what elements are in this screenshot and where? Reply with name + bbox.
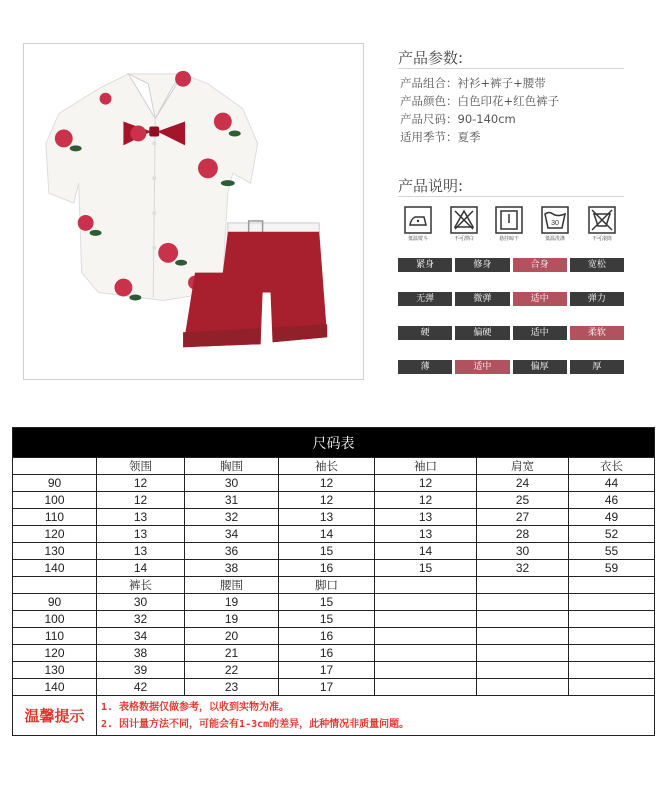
table-cell xyxy=(375,628,477,645)
table-cell: 21 xyxy=(185,645,279,662)
table-header-cell: 腰围 xyxy=(185,577,279,594)
table-header-cell: 领围 xyxy=(97,458,185,475)
table-row xyxy=(13,594,655,611)
table-cell: 38 xyxy=(97,645,185,662)
table-cell: 13 xyxy=(97,509,185,526)
table-header-cell: 袖长 xyxy=(279,458,375,475)
thickness-scale xyxy=(398,360,624,374)
softness-option: 硬 xyxy=(398,326,452,340)
softness-scale xyxy=(398,326,624,340)
svg-text:30: 30 xyxy=(551,220,559,227)
table-cell xyxy=(569,645,655,662)
table-cell: 120 xyxy=(13,526,97,543)
table-cell xyxy=(477,679,569,696)
param-season: 适用季节：夏季 xyxy=(400,130,481,144)
table-cell xyxy=(375,611,477,628)
stretch-option: 无弹 xyxy=(398,292,452,306)
table-cell: 130 xyxy=(13,543,97,560)
table-cell: 140 xyxy=(13,560,97,577)
table-row xyxy=(13,628,655,645)
table-cell: 14 xyxy=(375,543,477,560)
table-row xyxy=(13,560,655,577)
table-cell: 59 xyxy=(569,560,655,577)
table-cell: 32 xyxy=(477,560,569,577)
table-cell: 12 xyxy=(375,475,477,492)
table-cell: 16 xyxy=(279,628,375,645)
thickness-option-selected: 适中 xyxy=(455,360,509,374)
table-cell: 19 xyxy=(185,611,279,628)
outfit-illustration xyxy=(24,44,363,379)
table-header-cell: 胸围 xyxy=(185,458,279,475)
table-cell xyxy=(375,679,477,696)
fit-scale xyxy=(398,258,624,272)
table-cell: 16 xyxy=(279,645,375,662)
table-cell: 13 xyxy=(97,526,185,543)
thickness-option: 薄 xyxy=(398,360,452,374)
softness-option: 适中 xyxy=(513,326,567,340)
table-cell: 12 xyxy=(375,492,477,509)
tip-note: 1. 表格数据仅做参考，以收到实物为准。 xyxy=(101,701,290,713)
param-combination: 产品组合：衬衫+裤子+腰带 xyxy=(400,76,546,90)
table-cell: 55 xyxy=(569,543,655,560)
product-photo xyxy=(23,43,364,380)
params-list xyxy=(400,74,559,146)
table-cell xyxy=(375,594,477,611)
table-cell: 44 xyxy=(569,475,655,492)
table-cell: 13 xyxy=(375,509,477,526)
stretch-option: 微弹 xyxy=(455,292,509,306)
table-cell: 52 xyxy=(569,526,655,543)
tips-notes xyxy=(97,696,655,736)
tip-note: 2. 因计量方法不同，可能会有1-3cm的差异，此种情况非质量问题。 xyxy=(101,718,410,730)
table-row xyxy=(13,679,655,696)
table-row xyxy=(13,475,655,492)
softness-option-selected: 柔软 xyxy=(570,326,624,340)
fit-option-selected: 合身 xyxy=(513,258,567,272)
description-title: 产品说明: xyxy=(398,177,464,195)
table-cell: 14 xyxy=(97,560,185,577)
table-cell: 130 xyxy=(13,662,97,679)
table-cell: 15 xyxy=(279,543,375,560)
table-cell: 22 xyxy=(185,662,279,679)
size-table-title: 尺码表 xyxy=(13,428,655,458)
table-cell: 100 xyxy=(13,611,97,628)
table-cell: 15 xyxy=(279,594,375,611)
table-cell: 13 xyxy=(279,509,375,526)
table-header-cell xyxy=(13,577,97,594)
table-cell xyxy=(569,628,655,645)
table-cell: 30 xyxy=(185,475,279,492)
param-color: 产品颜色：白色印花+红色裤子 xyxy=(400,94,560,108)
table-cell: 19 xyxy=(185,594,279,611)
table-cell: 90 xyxy=(13,594,97,611)
size-table xyxy=(12,427,655,736)
table-header-cell: 袖口 xyxy=(375,458,477,475)
hang-dry-icon: 悬挂晾干 xyxy=(489,206,529,246)
no-tumble-dry-icon: 不可滚筒 xyxy=(582,206,622,246)
table-cell: 110 xyxy=(13,509,97,526)
table-cell xyxy=(569,679,655,696)
table-cell: 46 xyxy=(569,492,655,509)
table-cell xyxy=(477,645,569,662)
table-cell: 32 xyxy=(185,509,279,526)
params-divider xyxy=(398,68,624,69)
table-header-cell: 肩宽 xyxy=(477,458,569,475)
stretch-option: 弹力 xyxy=(570,292,624,306)
table-cell: 13 xyxy=(97,543,185,560)
table-header-cell xyxy=(569,577,655,594)
table-row xyxy=(13,645,655,662)
table-cell: 27 xyxy=(477,509,569,526)
tips-row xyxy=(13,696,655,736)
table-cell: 28 xyxy=(477,526,569,543)
table-cell xyxy=(477,594,569,611)
table-cell: 17 xyxy=(279,679,375,696)
table-cell: 32 xyxy=(97,611,185,628)
table-cell: 90 xyxy=(13,475,97,492)
params-title: 产品参数: xyxy=(398,49,464,67)
table-header-cell xyxy=(477,577,569,594)
table-cell: 23 xyxy=(185,679,279,696)
table-cell: 13 xyxy=(375,526,477,543)
table-row xyxy=(13,543,655,560)
table-cell: 16 xyxy=(279,560,375,577)
table-cell: 110 xyxy=(13,628,97,645)
table-header-cell xyxy=(375,577,477,594)
table-cell: 31 xyxy=(185,492,279,509)
table-cell: 49 xyxy=(569,509,655,526)
fit-option: 宽松 xyxy=(570,258,624,272)
table-cell: 12 xyxy=(97,492,185,509)
table-cell xyxy=(569,594,655,611)
table-cell: 20 xyxy=(185,628,279,645)
table-cell: 34 xyxy=(185,526,279,543)
table-cell: 36 xyxy=(185,543,279,560)
table-header-cell: 脚口 xyxy=(279,577,375,594)
no-bleach-icon: 不可漂白 xyxy=(444,206,484,246)
stretch-option-selected: 适中 xyxy=(513,292,567,306)
table-row xyxy=(13,492,655,509)
table-cell: 17 xyxy=(279,662,375,679)
table-cell: 12 xyxy=(279,475,375,492)
table-cell: 24 xyxy=(477,475,569,492)
table-cell: 15 xyxy=(279,611,375,628)
table-row xyxy=(13,662,655,679)
table-header-row xyxy=(13,577,655,594)
table-cell: 14 xyxy=(279,526,375,543)
table-cell xyxy=(375,662,477,679)
table-cell xyxy=(477,662,569,679)
table-cell: 38 xyxy=(185,560,279,577)
fit-option: 紧身 xyxy=(398,258,452,272)
fit-option: 修身 xyxy=(455,258,509,272)
table-header-cell xyxy=(13,458,97,475)
stretch-scale xyxy=(398,292,624,306)
tips-label: 温馨提示 xyxy=(13,696,97,736)
table-header-row xyxy=(13,458,655,475)
table-row xyxy=(13,526,655,543)
table-cell: 12 xyxy=(97,475,185,492)
table-cell: 30 xyxy=(477,543,569,560)
table-header-cell: 衣长 xyxy=(569,458,655,475)
table-cell xyxy=(477,611,569,628)
table-cell: 25 xyxy=(477,492,569,509)
table-cell xyxy=(569,662,655,679)
table-cell: 39 xyxy=(97,662,185,679)
table-cell: 34 xyxy=(97,628,185,645)
softness-option: 偏硬 xyxy=(455,326,509,340)
table-cell: 30 xyxy=(97,594,185,611)
table-cell: 42 xyxy=(97,679,185,696)
table-row xyxy=(13,509,655,526)
table-header-cell: 裤长 xyxy=(97,577,185,594)
param-size: 产品尺码：90-140cm xyxy=(400,112,516,126)
table-cell: 120 xyxy=(13,645,97,662)
thickness-option: 厚 xyxy=(570,360,624,374)
thickness-option: 偏厚 xyxy=(513,360,567,374)
wash-30-icon: 30 低温洗涤 xyxy=(535,206,575,246)
table-cell xyxy=(569,611,655,628)
care-icons xyxy=(398,206,624,246)
iron-low-icon: 低温熨斗 xyxy=(398,206,438,246)
table-cell: 140 xyxy=(13,679,97,696)
table-cell xyxy=(477,628,569,645)
table-row xyxy=(13,611,655,628)
table-cell xyxy=(375,645,477,662)
table-cell: 12 xyxy=(279,492,375,509)
table-cell: 100 xyxy=(13,492,97,509)
description-divider xyxy=(398,196,624,197)
table-cell: 15 xyxy=(375,560,477,577)
